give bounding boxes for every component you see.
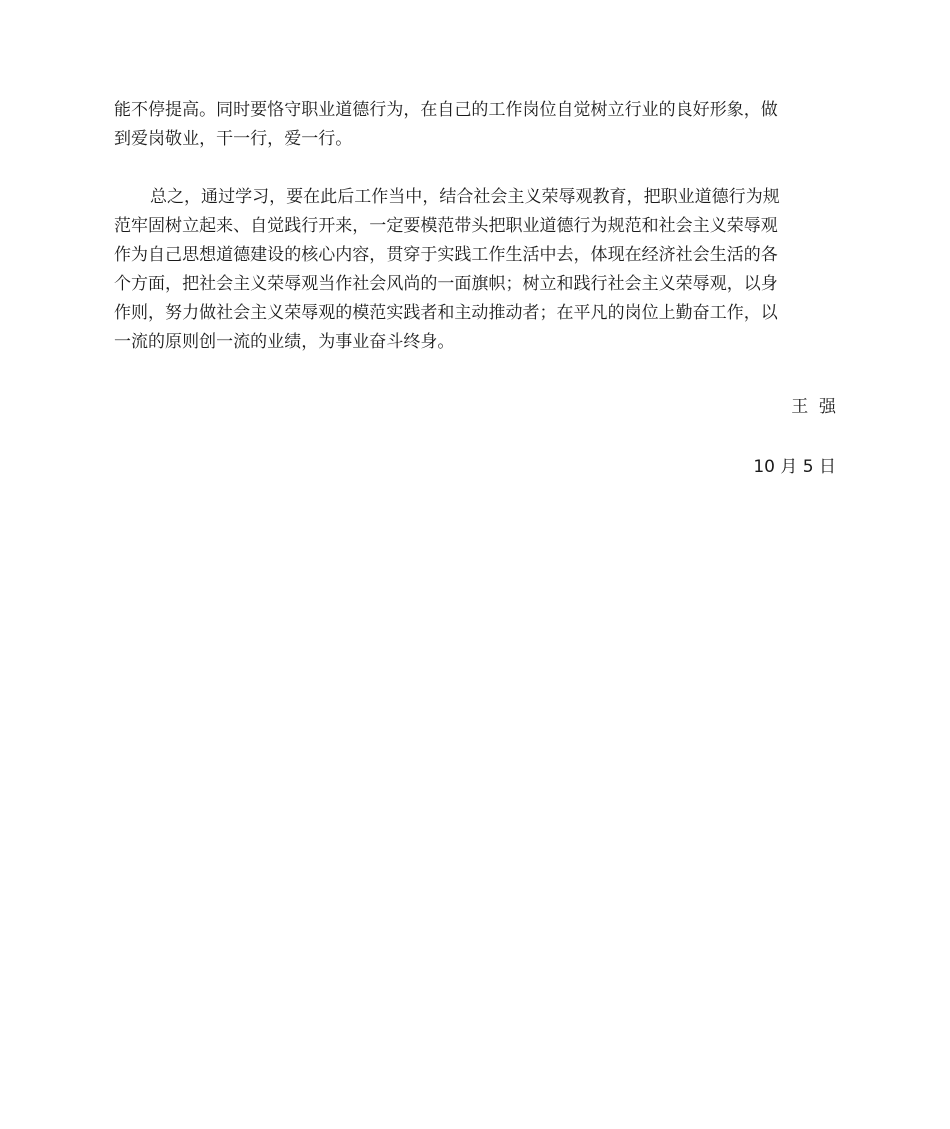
paragraph-line: 到爱岗敬业，干一行，爱一行。 xyxy=(114,129,353,149)
paragraph-1 xyxy=(114,96,836,154)
signature-name: 王 强 xyxy=(791,397,836,417)
paragraph-first-line xyxy=(114,183,836,212)
paragraph-line: 范牢固树立起来、自觉践行开来，一定要模范带头把职业道德行为规范和社会主义荣辱观 xyxy=(114,216,778,236)
document-body xyxy=(114,96,836,357)
paragraph-line: 一流的原则创一流的业绩，为事业奋斗终身。 xyxy=(114,332,455,352)
paragraph-line: 能不停提高。同时要恪守职业道德行为，在自己的工作岗位自觉树立行业的良好形象，做 xyxy=(114,100,778,120)
signature-date: 10 月 5 日 xyxy=(753,457,836,477)
paragraph-line: 总之，通过学习，要在此后工作当中，结合社会主义荣辱观教育，把职业道德行为规 xyxy=(150,187,780,207)
paragraph-line: 作为自己思想道德建设的核心内容，贯穿于实践工作生活中去，体现在经济社会生活的各 xyxy=(114,245,778,265)
paragraph-2 xyxy=(114,183,836,357)
paragraph-line: 作则，努力做社会主义荣辱观的模范实践者和主动推动者；在平凡的岗位上勤奋工作，以 xyxy=(114,303,778,323)
paragraph-line: 个方面，把社会主义荣辱观当作社会风尚的一面旗帜；树立和践行社会主义荣辱观，以身 xyxy=(114,274,778,294)
